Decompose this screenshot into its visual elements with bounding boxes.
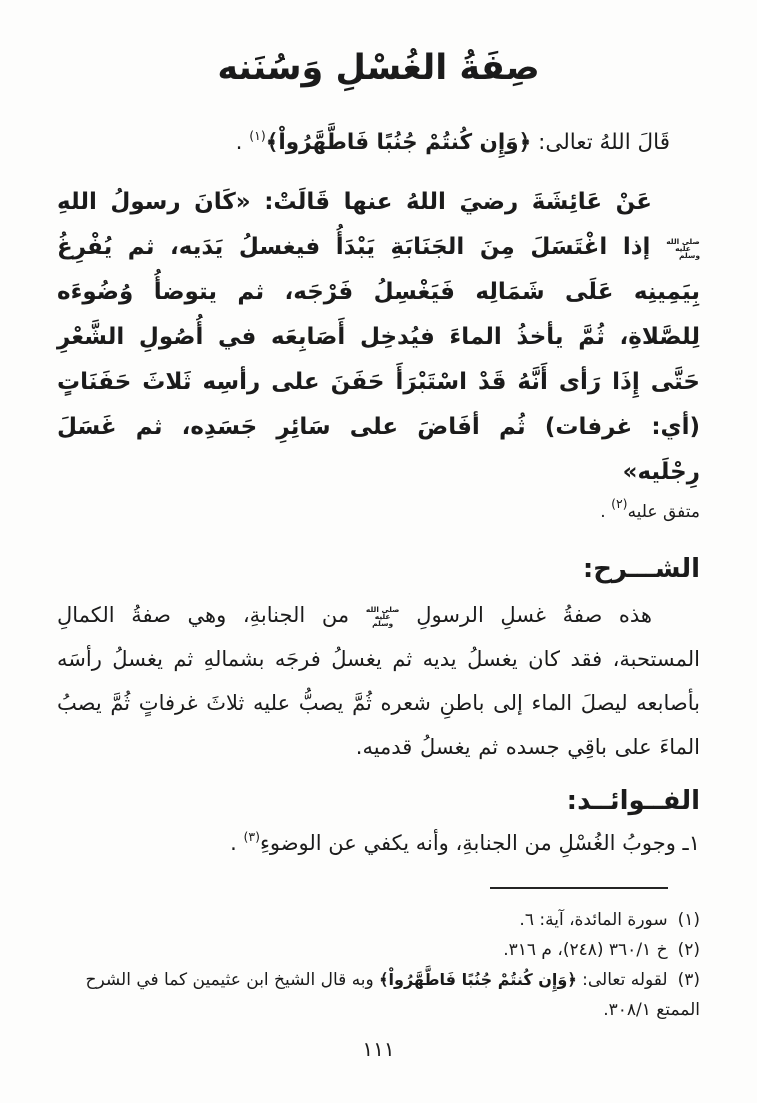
footnote-1-marker: (١)	[677, 910, 700, 930]
hadith-after-saw: إذا اغْتَسَلَ مِنَ الجَنَابَةِ يَبْدَأُ فيغسلُ يَدَيه، ثم يُفْرِغُ بِيَمِينِه عَلَى شَمَالِه فَيَغْسِلُ فَرْجَه، ثم يتوضأُ وُضُوءَه لِلصَّلاةِ، ثُمَّ يأخذُ الماءَ فيُدخِل أَصَابِعَه في أُصُولِ الشَّعْرِ حَتَّى إِذَا رَأى أَنَّهُ قَدْ اسْتَبْرَأَ حَفَنَ على رأسِه ثَلاثَ حَفَنَاتٍ (أي: غرفات) ثُم أفَاضَ على سَائِرِ جَسَدِه، ثم غَسَلَ رِجْلَيه»	[57, 234, 700, 485]
saw-symbol: صلى الله عليه وسلم	[666, 237, 700, 260]
fawaid-item-text: ١ـ وجوبُ الغُسْلِ من الجنابةِ، وأنه يكفي عن الوضوءِ	[259, 831, 700, 855]
footnote-3-ayah: ﴿وَإِن كُنتُمْ جُنُبًا فَاطَّهَّرُواْ﴾	[379, 970, 577, 989]
footnote-ref-1: (١)	[249, 128, 266, 143]
fawaid-item-period: .	[230, 831, 244, 855]
hadith-attribution	[57, 497, 700, 527]
page-title: صِفَةُ الغُسْلِ وَسُنَنه	[217, 48, 540, 88]
sharh-heading: الشـــرح:	[582, 554, 700, 584]
footnote-3-text-before: لقوله تعالى:	[576, 970, 668, 990]
ayah-text: ﴿وَإِن كُنتُمْ جُنُبًا فَاطَّهَّرُواْ﴾	[265, 130, 532, 155]
footnote-1-text: سورة المائدة، آية: ٦.	[519, 910, 668, 930]
hadith-text	[57, 180, 700, 495]
quran-intro-period: .	[235, 130, 250, 155]
saw-symbol: صلى الله عليه وسلم	[365, 605, 400, 628]
attribution-text: متفق عليه	[627, 502, 700, 522]
quran-intro-line	[57, 122, 700, 164]
sharh-paragraph	[57, 593, 700, 769]
quran-intro-prefix: قَالَ اللهُ تعالى:	[531, 130, 670, 155]
hadith-before-saw: عَنْ عَائِشَةَ رضيَ اللهُ عنها قَالَتْ: «كَانَ رسولُ اللهِ	[57, 189, 652, 215]
footnote-1	[57, 905, 700, 935]
fawaid-item-1	[57, 825, 700, 861]
footnote-3-text-after: وبه قال الشيخ ابن عثيمين كما في الشرح الممتع ٣٠٨/١.	[85, 970, 700, 1020]
footnotes-block	[57, 905, 700, 1025]
attribution-period: .	[600, 502, 612, 522]
footnote-2-marker: (٢)	[677, 940, 700, 960]
footnote-2	[57, 935, 700, 965]
page-number: ١١١	[362, 1037, 395, 1061]
footnote-3-marker: (٣)	[677, 970, 700, 990]
sharh-before-saw: هذه صفةُ غسلِ الرسولِ	[399, 603, 653, 627]
footnote-ref-2: (٢)	[611, 496, 628, 511]
fawaid-heading: الفــوائــد:	[566, 786, 700, 816]
sharh-after-saw: من الجنابةِ، وهي صفةُ الكمالِ المستحبة، فقد كان يغسلُ يديه ثم يغسلُ فرجَه بشمالهِ ثم يغسلُ رأسَه بأصابعه ليصلَ الماء إلى باطنِ شعره ثُمَّ يصبُّ عليه ثلاثَ غرفاتٍ ثُمَّ يصبُ الماءَ على باقِي جسده ثم يغسلُ قدميه.	[57, 603, 700, 759]
footnote-ref-3: (٣)	[243, 829, 260, 844]
footnote-3	[57, 965, 700, 1025]
footnote-separator	[490, 887, 668, 889]
footnote-2-text: خ ٣٦٠/١ (٢٤٨)، م ٣١٦.	[503, 940, 668, 960]
